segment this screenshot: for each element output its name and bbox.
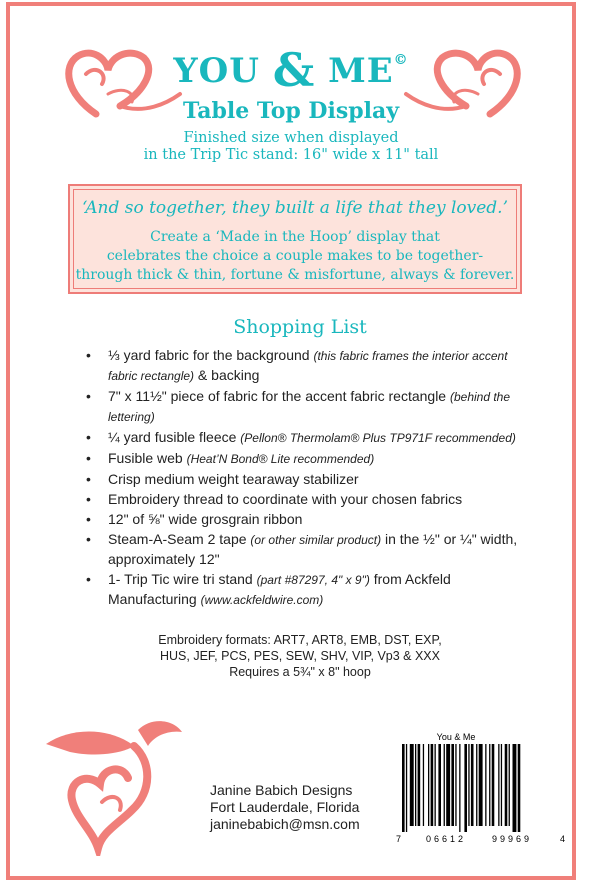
shopping-list bbox=[86, 346, 526, 611]
barcode-bar bbox=[402, 744, 405, 832]
barcode-bar bbox=[505, 744, 508, 826]
product-title: YOU & ME© bbox=[173, 43, 409, 97]
barcode-bar bbox=[428, 744, 429, 826]
barcode-bar bbox=[518, 744, 521, 832]
barcode-bar bbox=[485, 744, 486, 826]
list-item: • Fusible web (Heat’N Bond® Lite recommended) bbox=[86, 449, 526, 469]
list-item: • ¼ yard fusible fleece (Pellon® Thermolam® Plus TP971F recommended) bbox=[86, 428, 526, 448]
barcode-bar bbox=[509, 744, 510, 826]
barcode-bar bbox=[415, 744, 416, 826]
embroidery-formats: Embroidery formats: ART7, ART8, EMB, DST, EXP, HUS, JEF, PCS, PES, SEW, SHV, VIP, Vp3 & XXX Requires a 5¾" x 8" hoop bbox=[158, 633, 442, 679]
barcode-bar bbox=[418, 744, 421, 826]
barcode-bar bbox=[446, 744, 450, 826]
list-item: • 12" of ⅝" wide grosgrain ribbon bbox=[86, 510, 526, 529]
product-subtitle: Table Top Display bbox=[182, 98, 400, 124]
barcode-bar bbox=[406, 744, 407, 832]
barcode-bar bbox=[455, 744, 456, 826]
list-item: • ⅓ yard fabric for the background (this fabric frames the interior accent fabric rectangle) & backing bbox=[86, 346, 526, 386]
list-item: • Crisp medium weight tearaway stabilizer bbox=[86, 470, 526, 489]
list-item: • 7" x 11½" piece of fabric for the accent fabric rectangle (behind the lettering) bbox=[86, 387, 526, 427]
barcode-bar bbox=[451, 744, 454, 826]
barcode-bar bbox=[410, 744, 414, 826]
barcode-label: You & Me bbox=[436, 732, 476, 742]
list-item: • Steam-A-Seam 2 tape (or other similar product) in the ½" or ¼" width, approximately 12" bbox=[86, 530, 526, 569]
quote-panel bbox=[68, 184, 522, 294]
finished-size: Finished size when displayed in the Trip Tic stand: 16" wide x 11" tall bbox=[143, 130, 439, 163]
shopping-list-heading: Shopping List bbox=[233, 316, 367, 338]
barcode-bar bbox=[438, 744, 441, 826]
barcode-bar bbox=[492, 744, 495, 826]
barcode-bar bbox=[471, 744, 474, 826]
barcode-bar bbox=[501, 744, 502, 826]
barcode-bar bbox=[479, 744, 483, 826]
barcode: You & Me 7 06612 99969 4 bbox=[396, 732, 568, 848]
quote-text: ‘And so together, they built a life that they loved.’ bbox=[82, 198, 508, 218]
barcode-bar bbox=[444, 744, 445, 826]
designer-contact: Janine Babich Designs Fort Lauderdale, Florida janinebabich@msn.com bbox=[210, 782, 360, 832]
barcode-bar bbox=[476, 744, 477, 826]
barcode-bar bbox=[513, 744, 517, 832]
list-item: • Embroidery thread to coordinate with your chosen fabrics bbox=[86, 490, 526, 509]
barcode-bar bbox=[459, 744, 460, 832]
heart-flourish-icon bbox=[42, 706, 192, 856]
barcode-bar bbox=[498, 744, 499, 826]
email-address: janinebabich@msn.com bbox=[210, 816, 360, 832]
barcode-bar bbox=[431, 744, 434, 826]
barcode-bar bbox=[468, 744, 469, 826]
barcode-bar bbox=[464, 744, 467, 832]
barcode-bars bbox=[396, 744, 568, 834]
barcode-bar bbox=[435, 744, 436, 826]
barcode-bar bbox=[489, 744, 490, 826]
barcode-bar bbox=[423, 744, 424, 826]
quote-description: Create a ‘Made in the Hoop’ display that celebrates the choice a couple makes to be together- through thick & thin, fortune & misfortune, always & forever. bbox=[75, 229, 515, 283]
list-item: • 1- Trip Tic wire tri stand (part #87297, 4" x 9") from Ackfeld Manufacturing (www.ackfeldwire.com) bbox=[86, 570, 526, 610]
